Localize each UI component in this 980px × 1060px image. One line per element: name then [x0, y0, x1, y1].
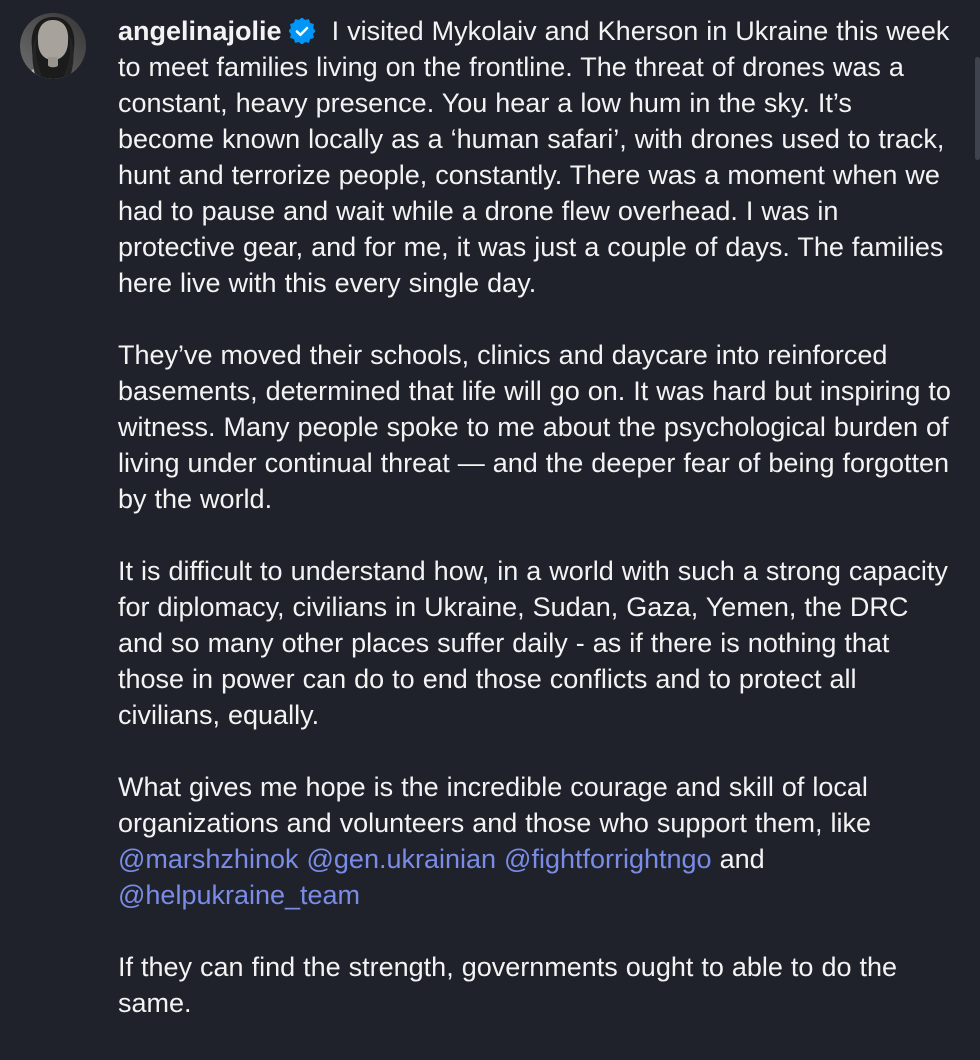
- caption-text-segment: I visited Mykolaiv and Kherson in Ukraine this week to meet families living on the frontline. The threat of drones was a constant, heavy presence. You hear a low hum in the sky. It’s become known locally as a ‘human safari’, with drones used to track, hunt and terrorize people, constantly. There was a moment when we had to pause and wait while a drone flew overhead. I was in protective gear, and for me, it was just a couple of days. The families here live with this every single day.: [118, 16, 950, 298]
- caption: [118, 13, 954, 1021]
- caption-paragraph: [118, 553, 954, 733]
- caption-paragraph: [118, 949, 954, 1021]
- caption-text-segment: and: [711, 844, 765, 874]
- mention-link[interactable]: @helpukraine_team: [118, 880, 361, 910]
- caption-text-segment: [496, 844, 504, 874]
- mention-link[interactable]: @gen.ukrainian: [306, 844, 497, 874]
- caption-first-paragraph: [118, 13, 954, 301]
- caption-paragraph: [118, 337, 954, 517]
- caption-text-segment: It is difficult to understand how, in a world with such a strong capacity for diplomacy, civilians in Ukraine, Sudan, Gaza, Yemen, the DRC and so many other places suffer daily - as if there is nothing that those in power can do to end those conflicts and to protect all civilians, equally.: [118, 556, 948, 730]
- username[interactable]: angelinajolie: [118, 16, 282, 46]
- mention-link[interactable]: @fightforrightngo: [504, 844, 712, 874]
- caption-paragraph: [118, 769, 954, 913]
- caption-text-segment: If they can find the strength, governments ought to able to do the same.: [118, 952, 898, 1018]
- avatar[interactable]: [20, 13, 86, 79]
- scrollbar-thumb[interactable]: [975, 57, 980, 160]
- caption-text-segment: [298, 844, 306, 874]
- mention-link[interactable]: @marshzhinok: [118, 844, 299, 874]
- caption-text-segment: They’ve moved their schools, clinics and daycare into reinforced basements, determined that life will go on. It was hard but inspiring to witness. Many people spoke to me about the psychological burden of living under continual threat — and the deeper fear of being forgotten by the world.: [118, 340, 951, 514]
- caption-text-segment: What gives me hope is the incredible courage and skill of local organizations and volunteers and those who support them, like: [118, 772, 871, 838]
- avatar-image: [20, 13, 86, 79]
- verified-badge-icon: [289, 18, 315, 44]
